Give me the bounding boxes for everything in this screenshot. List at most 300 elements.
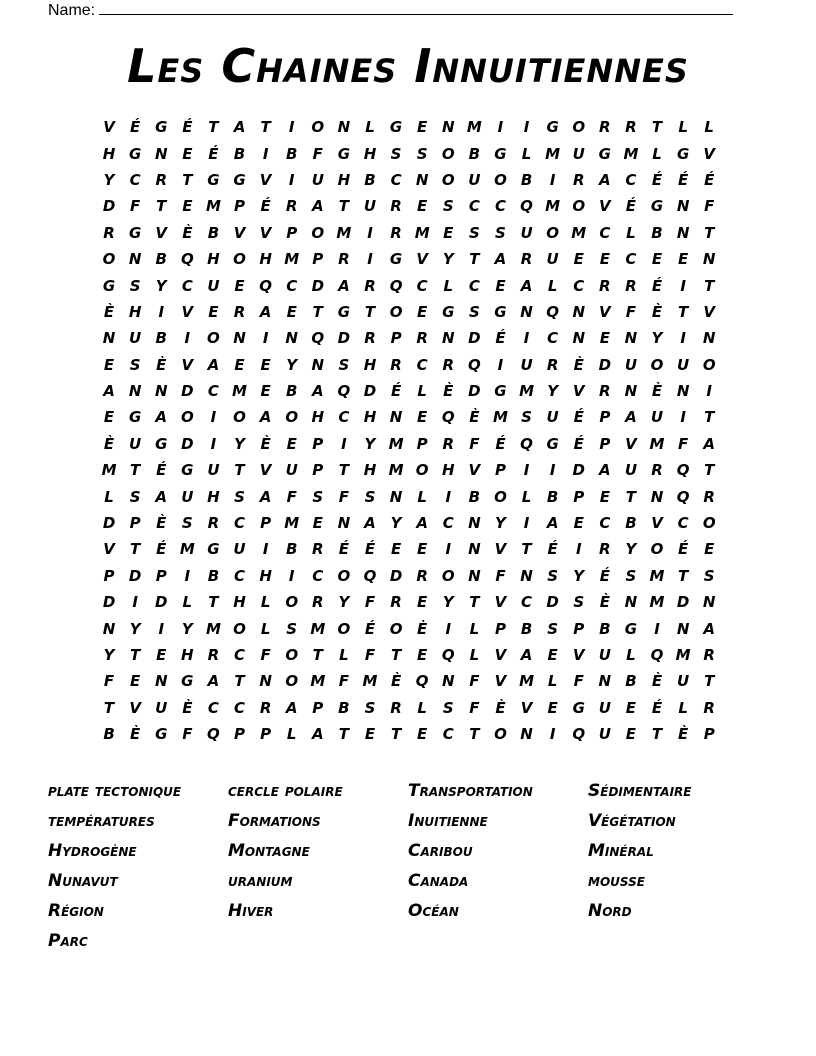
grid-cell[interactable]: N [650, 487, 664, 506]
grid-cell[interactable]: E [234, 276, 245, 295]
grid-cell[interactable]: T [469, 593, 480, 612]
grid-cell[interactable]: O [415, 461, 429, 480]
grid-cell[interactable]: E [260, 382, 271, 401]
grid-cell[interactable]: É [651, 170, 663, 189]
grid-cell[interactable]: N [676, 619, 690, 638]
grid-cell[interactable]: R [155, 170, 168, 189]
grid-cell[interactable]: N [520, 725, 533, 744]
grid-cell[interactable]: E [417, 725, 428, 744]
grid-cell[interactable]: H [311, 408, 325, 427]
grid-cell[interactable]: S [338, 355, 350, 374]
grid-cell[interactable]: I [523, 118, 530, 137]
grid-cell[interactable]: F [364, 646, 376, 664]
grid-cell[interactable]: V [155, 223, 168, 242]
grid-cell[interactable]: C [234, 566, 246, 585]
grid-cell[interactable]: P [416, 434, 428, 453]
grid-cell[interactable]: F [364, 593, 376, 612]
grid-cell[interactable]: I [262, 540, 269, 559]
grid-cell[interactable]: I [549, 170, 556, 189]
grid-cell[interactable]: D [468, 382, 481, 401]
grid-cell[interactable]: M [545, 197, 561, 216]
grid-cell[interactable]: T [651, 118, 663, 137]
grid-cell[interactable]: O [650, 540, 664, 559]
grid-cell[interactable]: É [364, 619, 376, 638]
grid-cell[interactable]: V [625, 434, 637, 453]
name-field[interactable] [48, 0, 733, 20]
grid-cell[interactable]: C [468, 197, 480, 216]
grid-cell[interactable]: C [573, 276, 585, 295]
grid-cell[interactable]: I [184, 329, 191, 348]
grid-cell[interactable]: B [468, 487, 481, 506]
grid-cell[interactable]: U [155, 698, 168, 717]
grid-cell[interactable]: U [546, 408, 559, 427]
grid-cell[interactable]: T [234, 461, 245, 480]
grid-cell[interactable]: P [573, 487, 585, 506]
grid-cell[interactable]: N [702, 593, 716, 612]
grid-cell[interactable]: L [286, 725, 297, 744]
grid-cell[interactable]: U [129, 434, 142, 453]
grid-cell[interactable]: N [624, 593, 638, 612]
grid-cell[interactable]: G [389, 250, 403, 269]
grid-cell[interactable]: E [417, 408, 428, 427]
grid-cell[interactable]: N [154, 382, 168, 401]
grid-cell[interactable]: U [129, 329, 142, 348]
grid-cell[interactable]: L [678, 698, 688, 717]
grid-cell[interactable]: A [416, 514, 428, 533]
grid-cell[interactable]: H [363, 144, 377, 163]
grid-cell[interactable]: G [155, 118, 168, 137]
grid-cell[interactable]: R [312, 593, 324, 612]
grid-cell[interactable]: U [598, 646, 611, 664]
grid-cell[interactable]: Y [442, 250, 454, 269]
grid-cell[interactable]: R [546, 355, 559, 374]
grid-cell[interactable]: H [233, 593, 246, 612]
grid-cell[interactable]: H [363, 355, 377, 374]
grid-cell[interactable]: F [338, 487, 350, 506]
grid-cell[interactable]: B [285, 540, 298, 559]
grid-cell[interactable]: S [625, 566, 637, 585]
grid-cell[interactable]: Q [311, 329, 325, 348]
grid-cell[interactable]: A [599, 170, 611, 189]
grid-cell[interactable]: F [469, 698, 480, 717]
grid-cell[interactable]: I [445, 619, 452, 638]
grid-cell[interactable]: N [702, 250, 716, 269]
grid-cell[interactable]: È [651, 302, 663, 321]
grid-cell[interactable]: Y [103, 646, 115, 664]
grid-cell[interactable]: Q [676, 461, 690, 480]
grid-cell[interactable]: F [625, 302, 637, 321]
grid-cell[interactable]: R [390, 593, 402, 612]
grid-cell[interactable]: C [234, 698, 246, 717]
grid-cell[interactable]: U [468, 170, 481, 189]
grid-cell[interactable]: D [546, 593, 559, 612]
grid-cell[interactable]: V [259, 461, 272, 480]
grid-cell[interactable]: C [416, 355, 428, 374]
grid-cell[interactable]: P [286, 223, 298, 242]
grid-cell[interactable]: M [466, 118, 482, 137]
grid-cell[interactable]: H [441, 461, 455, 480]
grid-cell[interactable]: M [414, 223, 430, 242]
grid-cell[interactable]: V [416, 250, 428, 269]
grid-cell[interactable]: N [702, 329, 716, 348]
grid-cell[interactable]: P [494, 619, 506, 638]
grid-cell[interactable]: T [312, 646, 323, 664]
grid-cell[interactable]: N [337, 514, 351, 533]
grid-cell[interactable]: L [678, 118, 688, 137]
grid-cell[interactable]: G [181, 672, 194, 691]
grid-cell[interactable]: M [649, 593, 665, 612]
grid-cell[interactable]: N [128, 382, 142, 401]
grid-cell[interactable]: N [572, 302, 586, 321]
grid-cell[interactable]: Q [650, 646, 664, 664]
grid-cell[interactable]: U [598, 725, 611, 744]
grid-cell[interactable]: É [599, 566, 610, 585]
grid-cell[interactable]: B [651, 223, 663, 242]
grid-cell[interactable]: I [158, 619, 165, 638]
grid-cell[interactable]: F [704, 197, 715, 216]
grid-cell[interactable]: S [181, 514, 193, 533]
grid-cell[interactable]: P [155, 566, 167, 585]
grid-cell[interactable]: N [624, 329, 638, 348]
grid-cell[interactable]: F [286, 487, 297, 506]
grid-cell[interactable]: E [364, 725, 376, 744]
grid-cell[interactable]: Q [415, 672, 429, 691]
grid-cell[interactable]: E [103, 408, 115, 427]
grid-cell[interactable]: R [338, 250, 350, 269]
grid-cell[interactable]: E [677, 250, 689, 269]
grid-cell[interactable]: F [103, 672, 115, 691]
grid-cell[interactable]: M [310, 619, 326, 638]
grid-cell[interactable]: H [102, 144, 116, 163]
grid-cell[interactable]: I [445, 487, 452, 506]
grid-cell[interactable]: U [363, 197, 377, 216]
grid-cell[interactable]: È [156, 514, 167, 533]
grid-cell[interactable]: G [650, 197, 664, 216]
grid-cell[interactable]: R [703, 646, 715, 664]
grid-cell[interactable]: A [338, 276, 350, 295]
grid-cell[interactable]: Y [442, 593, 454, 612]
grid-cell[interactable]: U [650, 408, 664, 427]
grid-cell[interactable]: É [130, 118, 141, 137]
grid-cell[interactable]: A [311, 382, 324, 401]
grid-cell[interactable]: I [706, 382, 712, 401]
grid-cell[interactable]: T [625, 487, 637, 506]
grid-cell[interactable]: H [363, 408, 377, 427]
grid-cell[interactable]: Y [364, 434, 376, 453]
grid-cell[interactable]: O [233, 619, 246, 638]
grid-cell[interactable]: O [441, 566, 455, 585]
grid-cell[interactable]: D [181, 434, 194, 453]
grid-cell[interactable]: I [549, 461, 556, 480]
grid-cell[interactable]: L [417, 382, 427, 401]
grid-cell[interactable]: È [443, 382, 454, 401]
grid-cell[interactable]: G [337, 144, 351, 163]
grid-cell[interactable]: B [103, 725, 115, 744]
grid-cell[interactable]: T [338, 725, 349, 744]
grid-cell[interactable]: T [182, 170, 193, 189]
grid-cell[interactable]: T [130, 461, 141, 480]
grid-cell[interactable]: É [677, 540, 689, 559]
grid-cell[interactable]: N [441, 329, 455, 348]
grid-cell[interactable]: É [547, 540, 558, 559]
grid-cell[interactable]: È [599, 593, 610, 612]
grid-cell[interactable]: A [703, 434, 715, 453]
grid-cell[interactable]: V [494, 540, 507, 559]
grid-cell[interactable]: I [523, 514, 530, 533]
grid-cell[interactable]: O [572, 197, 586, 216]
grid-cell[interactable]: É [625, 197, 637, 216]
grid-cell[interactable]: L [521, 144, 532, 163]
grid-cell[interactable]: È [130, 725, 141, 744]
grid-cell[interactable]: È [390, 672, 402, 691]
grid-cell[interactable]: O [441, 144, 455, 163]
grid-cell[interactable]: O [180, 408, 194, 427]
grid-cell[interactable]: M [388, 461, 404, 480]
grid-cell[interactable]: C [599, 223, 611, 242]
grid-cell[interactable]: V [494, 646, 507, 664]
grid-cell[interactable]: É [677, 170, 689, 189]
grid-cell[interactable]: I [445, 540, 452, 559]
grid-cell[interactable]: Q [207, 725, 220, 744]
grid-cell[interactable]: B [520, 619, 533, 638]
grid-cell[interactable]: I [575, 540, 582, 559]
grid-cell[interactable]: O [702, 514, 716, 533]
grid-cell[interactable]: R [625, 118, 637, 137]
grid-cell[interactable]: I [262, 329, 269, 348]
grid-cell[interactable]: F [312, 144, 323, 163]
grid-cell[interactable]: G [389, 118, 403, 137]
grid-cell[interactable]: U [285, 461, 298, 480]
grid-cell[interactable]: Q [337, 382, 351, 401]
grid-cell[interactable]: M [571, 223, 587, 242]
grid-cell[interactable]: N [468, 566, 481, 585]
grid-cell[interactable]: T [704, 276, 715, 295]
grid-cell[interactable]: E [547, 646, 558, 664]
grid-cell[interactable]: P [234, 197, 246, 216]
grid-cell[interactable]: T [338, 197, 349, 216]
grid-cell[interactable]: L [547, 672, 558, 691]
grid-cell[interactable]: M [310, 672, 326, 691]
grid-cell[interactable]: N [102, 329, 116, 348]
grid-cell[interactable]: B [625, 672, 637, 691]
grid-cell[interactable]: É [651, 698, 663, 717]
grid-cell[interactable]: M [205, 197, 221, 216]
grid-cell[interactable]: I [288, 118, 295, 137]
grid-cell[interactable]: F [495, 566, 506, 585]
grid-cell[interactable]: D [363, 382, 377, 401]
grid-cell[interactable]: D [181, 382, 194, 401]
grid-cell[interactable]: G [128, 408, 142, 427]
grid-cell[interactable]: S [468, 223, 480, 242]
grid-cell[interactable]: È [573, 355, 584, 374]
grid-cell[interactable]: S [495, 223, 506, 242]
grid-cell[interactable]: U [207, 276, 220, 295]
grid-cell[interactable]: R [364, 329, 376, 348]
grid-cell[interactable]: R [703, 698, 715, 717]
grid-cell[interactable]: P [129, 514, 141, 533]
grid-cell[interactable]: E [704, 540, 715, 559]
grid-cell[interactable]: Y [103, 170, 115, 189]
grid-cell[interactable]: C [599, 514, 611, 533]
grid-cell[interactable]: H [128, 302, 142, 321]
grid-cell[interactable]: O [546, 223, 560, 242]
grid-cell[interactable]: A [233, 118, 246, 137]
grid-cell[interactable]: L [652, 144, 662, 163]
grid-cell[interactable]: É [156, 540, 167, 559]
grid-cell[interactable]: E [625, 725, 637, 744]
grid-cell[interactable]: G [546, 118, 559, 137]
grid-cell[interactable]: É [208, 144, 219, 163]
grid-cell[interactable]: I [288, 566, 295, 585]
grid-cell[interactable]: V [129, 698, 141, 717]
grid-cell[interactable]: S [129, 355, 141, 374]
grid-cell[interactable]: U [677, 355, 690, 374]
grid-cell[interactable]: P [260, 725, 272, 744]
grid-cell[interactable]: E [103, 355, 115, 374]
grid-cell[interactable]: É [338, 540, 350, 559]
grid-cell[interactable]: M [284, 250, 300, 269]
grid-cell[interactable]: A [155, 408, 168, 427]
grid-cell[interactable]: B [207, 223, 220, 242]
grid-cell[interactable]: A [207, 672, 220, 691]
grid-cell[interactable]: C [234, 646, 246, 664]
grid-cell[interactable]: O [285, 593, 299, 612]
grid-cell[interactable]: C [547, 329, 559, 348]
grid-cell[interactable]: T [390, 725, 402, 744]
grid-cell[interactable]: F [338, 672, 350, 691]
grid-cell[interactable]: D [311, 276, 325, 295]
grid-cell[interactable]: M [492, 408, 508, 427]
grid-cell[interactable]: G [155, 434, 168, 453]
grid-cell[interactable]: A [259, 302, 272, 321]
grid-cell[interactable]: E [208, 302, 219, 321]
grid-cell[interactable]: M [545, 144, 561, 163]
grid-cell[interactable]: G [494, 382, 507, 401]
grid-cell[interactable]: R [599, 540, 611, 559]
grid-cell[interactable]: O [337, 566, 351, 585]
grid-cell[interactable]: G [207, 540, 220, 559]
grid-cell[interactable]: N [441, 118, 455, 137]
grid-cell[interactable]: Q [520, 434, 533, 453]
grid-cell[interactable]: O [389, 619, 403, 638]
grid-cell[interactable]: U [233, 540, 246, 559]
grid-cell[interactable]: U [520, 355, 533, 374]
grid-cell[interactable]: T [704, 461, 715, 480]
grid-cell[interactable]: A [599, 461, 611, 480]
grid-cell[interactable]: C [286, 276, 298, 295]
grid-cell[interactable]: M [649, 434, 665, 453]
grid-cell[interactable]: L [365, 118, 375, 137]
grid-cell[interactable]: V [572, 646, 585, 664]
grid-cell[interactable]: I [132, 593, 138, 612]
grid-cell[interactable]: L [443, 276, 454, 295]
grid-cell[interactable]: V [181, 302, 194, 321]
grid-cell[interactable]: G [624, 619, 638, 638]
grid-cell[interactable]: Q [572, 725, 586, 744]
grid-cell[interactable]: I [549, 725, 556, 744]
grid-cell[interactable]: Y [155, 276, 167, 295]
grid-cell[interactable]: E [547, 698, 558, 717]
grid-cell[interactable]: I [367, 223, 373, 242]
grid-cell[interactable]: D [102, 514, 116, 533]
grid-cell[interactable]: L [626, 223, 636, 242]
grid-cell[interactable]: E [573, 514, 584, 533]
grid-cell[interactable]: È [469, 408, 480, 427]
grid-cell[interactable]: N [259, 672, 272, 691]
grid-cell[interactable]: E [286, 434, 297, 453]
grid-cell[interactable]: R [390, 355, 402, 374]
grid-cell[interactable]: P [573, 619, 585, 638]
grid-cell[interactable]: B [520, 170, 533, 189]
grid-cell[interactable]: V [468, 461, 481, 480]
grid-cell[interactable]: P [494, 461, 506, 480]
grid-cell[interactable]: M [179, 540, 195, 559]
grid-cell[interactable]: I [497, 355, 504, 374]
grid-cell[interactable]: S [468, 302, 480, 321]
grid-cell[interactable]: T [390, 646, 402, 664]
grid-cell[interactable]: E [443, 223, 454, 242]
grid-cell[interactable]: G [572, 698, 585, 717]
grid-cell[interactable]: I [680, 276, 686, 295]
grid-cell[interactable]: B [155, 250, 167, 269]
grid-cell[interactable]: N [441, 672, 455, 691]
grid-cell[interactable]: R [651, 461, 663, 480]
grid-cell[interactable]: V [599, 302, 611, 321]
grid-cell[interactable]: G [155, 725, 168, 744]
grid-cell[interactable]: É [573, 434, 584, 453]
name-underline[interactable] [99, 0, 733, 15]
grid-cell[interactable]: N [154, 144, 168, 163]
grid-cell[interactable]: N [233, 329, 246, 348]
grid-cell[interactable]: Y [651, 329, 663, 348]
grid-cell[interactable]: R [572, 170, 585, 189]
grid-cell[interactable]: C [338, 408, 350, 427]
grid-cell[interactable]: É [495, 434, 506, 453]
grid-cell[interactable]: T [312, 302, 323, 321]
grid-cell[interactable]: C [416, 276, 428, 295]
grid-cell[interactable]: A [311, 725, 324, 744]
grid-cell[interactable]: T [156, 197, 167, 216]
grid-cell[interactable]: H [181, 646, 194, 664]
grid-cell[interactable]: A [494, 250, 507, 269]
grid-cell[interactable]: N [389, 487, 403, 506]
grid-cell[interactable]: R [390, 197, 402, 216]
grid-cell[interactable]: G [442, 302, 455, 321]
grid-cell[interactable]: M [675, 646, 691, 664]
grid-cell[interactable]: O [311, 223, 325, 242]
grid-cell[interactable]: C [442, 514, 454, 533]
grid-cell[interactable]: G [233, 170, 246, 189]
grid-cell[interactable]: V [103, 540, 115, 559]
grid-cell[interactable]: G [494, 144, 507, 163]
grid-cell[interactable]: I [654, 619, 660, 638]
grid-cell[interactable]: H [363, 461, 377, 480]
grid-cell[interactable]: H [259, 250, 272, 269]
grid-cell[interactable]: Y [338, 593, 350, 612]
grid-cell[interactable]: O [494, 725, 507, 744]
grid-cell[interactable]: T [208, 593, 219, 612]
grid-cell[interactable]: L [417, 698, 427, 717]
grid-cell[interactable]: Y [547, 382, 559, 401]
grid-cell[interactable]: È [651, 672, 663, 691]
grid-cell[interactable]: E [625, 698, 637, 717]
grid-cell[interactable]: L [104, 487, 114, 506]
grid-cell[interactable]: Y [181, 619, 193, 638]
grid-cell[interactable]: D [389, 566, 403, 585]
grid-cell[interactable]: R [390, 698, 402, 717]
grid-cell[interactable]: G [494, 302, 507, 321]
grid-cell[interactable]: B [625, 514, 637, 533]
